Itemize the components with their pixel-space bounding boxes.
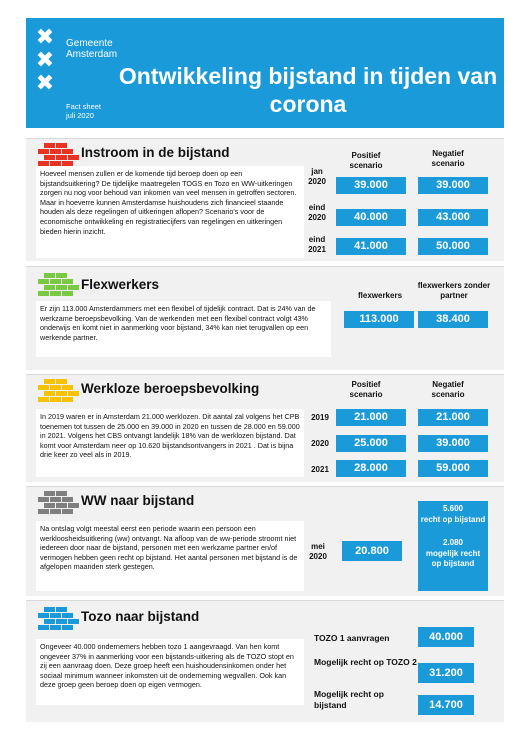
value-box: 113.000	[344, 311, 414, 328]
brick	[68, 503, 79, 508]
column-header-flexwerkers: flexwerkers	[357, 291, 403, 300]
value-box: 21.000	[336, 409, 406, 426]
row-label: 2020	[311, 439, 329, 448]
brick	[44, 379, 55, 384]
brick	[44, 619, 55, 624]
document-type	[66, 102, 101, 120]
mogelijk-label: mogelijk recht op bijstand	[425, 549, 481, 568]
brick	[56, 379, 67, 384]
section-text: Hoeveel mensen zullen er de komende tijd beroep doen op een bijstandsuitkering? De tijdelijke maatregelen TOGS en Tozo en WW-uitkeringen zorgen nu nog voor behoud van inkomen van veel mensen in getroffen sectoren. Maar in hoeverre kunnen Amsterdamse huishoudens zich financieel staande houden als deze regelingen of uitkeringen aflopen? Scenario's voor de economische ontwikkeling en registratiecijfers van regelingen en uitkeringen bieden hierin inzicht.	[36, 166, 304, 258]
brick	[56, 619, 67, 624]
section-title: WW naar bijstand	[81, 493, 195, 508]
row-label: 2021	[311, 465, 329, 474]
column-header-positief: Positief scenario	[349, 151, 383, 170]
tozo-row-label: Mogelijk recht op TOZO 2	[314, 657, 417, 667]
row-label: mei 2020	[309, 542, 327, 561]
brick	[38, 397, 49, 402]
row-label: eind 2021	[308, 235, 326, 254]
value-box: 25.000	[336, 435, 406, 452]
doc-type-label: Fact sheet	[66, 102, 102, 111]
brick	[38, 279, 49, 284]
brick	[62, 497, 73, 502]
brick	[38, 625, 49, 630]
brick	[68, 155, 79, 160]
brick	[38, 385, 49, 390]
brick	[50, 385, 61, 390]
column-header-zonder-partner: flexwerkers zonder partner	[417, 281, 491, 300]
section-title: Instroom in de bijstand	[81, 145, 230, 160]
doc-date: juli 2020	[66, 111, 94, 120]
section-text: Ongeveer 40.000 ondernemers hebben tozo 1 aangevraagd. Van hen komt ongeveer 37% in aanmerking voor een bijstands-uitkering als de TOZO stopt en zij een aanvraag doen. Deze groep heeft een huishoudensinkomen onder het sociaal minimum wanneer inkomsten uit de onderneming wegvallen. Ook kan deze groep geen beroep doen op eigen vermogen.	[36, 639, 304, 705]
brick	[44, 273, 55, 278]
brick	[44, 503, 55, 508]
brick	[44, 285, 55, 290]
brick	[50, 509, 61, 514]
section-text: Er zijn 113.000 Amsterdammers met een flexibel of tijdelijk contract. Dat is 24% van de werkzame beroepsbevolking. Van de werkenden met een flexibel contract volgt 43% onderwijs en komt niet in aanmerking voor bijstand, 34% kan niet terugvallen op een werkende partner.	[36, 301, 331, 357]
brick	[68, 391, 79, 396]
recht-value: 5.600	[442, 504, 464, 513]
brick	[62, 625, 73, 630]
value-box: 59.000	[418, 460, 488, 477]
brick	[50, 397, 61, 402]
brick	[44, 143, 55, 148]
brick	[62, 291, 73, 296]
value-box: 50.000	[418, 238, 488, 255]
row-label: eind 2020	[308, 203, 326, 222]
tozo-row-label: Mogelijk recht op bijstand	[314, 689, 384, 710]
header-banner	[26, 18, 504, 128]
brick	[62, 509, 73, 514]
tozo-row-label: TOZO 1 aanvragen	[314, 633, 390, 643]
brick	[56, 155, 67, 160]
brick	[56, 607, 67, 612]
value-box: 38.400	[418, 311, 488, 328]
brick	[44, 391, 55, 396]
brick	[44, 607, 55, 612]
column-header-negatief: Negatief scenario	[431, 149, 465, 168]
section-ww-naar-bijstand	[26, 486, 504, 596]
brick	[38, 497, 49, 502]
brick	[50, 149, 61, 154]
section-text: Na ontslag volgt meestal eerst een periode waarin een persoon een werkloosheidsuitkering (ww) ontvangt. Na afloop van de ww-periode stroomt niet iedereen door naar de bijstand, personen met een werkzame partner en/of vermogen hebben geen recht op bijstand. Het aantal personen met bijstand is de afgelopen maanden sterk gestegen.	[36, 521, 304, 591]
cross-icon: ✖	[35, 48, 55, 73]
brick	[62, 149, 73, 154]
brick	[38, 291, 49, 296]
section-title: Flexwerkers	[81, 277, 160, 292]
row-label: jan 2020	[308, 167, 326, 186]
value-box: 39.000	[418, 177, 488, 194]
section-werkloze-beroepsbevolking	[26, 374, 504, 482]
brick	[38, 509, 49, 514]
value-box: 40.000	[418, 627, 474, 647]
section-flexwerkers	[26, 266, 504, 370]
brick	[68, 619, 79, 624]
brick	[44, 155, 55, 160]
brick	[62, 397, 73, 402]
brick-icon	[38, 379, 74, 401]
value-box: 31.200	[418, 663, 474, 683]
brick	[38, 613, 49, 618]
value-box: 14.700	[418, 695, 474, 715]
brick-icon	[38, 143, 74, 165]
cross-icon: ✖	[35, 25, 55, 50]
brick-icon	[38, 273, 74, 295]
column-header-negatief: Negatief scenario	[431, 380, 465, 399]
brick	[62, 279, 73, 284]
section-title: Werkloze beroepsbevolking	[81, 381, 260, 396]
column-header-positief: Positief scenario	[349, 380, 383, 399]
page-title: Ontwikkeling bijstand in tijden van corona	[118, 63, 498, 117]
cross-icon: ✖	[35, 71, 55, 96]
ww-breakdown-box	[418, 501, 488, 591]
org-line-2: Amsterdam	[66, 49, 118, 60]
amsterdam-logo	[34, 26, 56, 95]
brick-icon	[38, 607, 74, 629]
brick	[56, 285, 67, 290]
brick	[50, 497, 61, 502]
value-box: 20.800	[342, 541, 402, 561]
section-tozo-naar-bijstand	[26, 600, 504, 722]
brick	[50, 291, 61, 296]
brick	[38, 149, 49, 154]
brick	[50, 279, 61, 284]
org-line-1: Gemeente	[66, 38, 113, 49]
organization-name	[66, 38, 117, 60]
brick	[56, 491, 67, 496]
brick	[68, 285, 79, 290]
section-instroom	[26, 138, 504, 261]
value-box: 40.000	[336, 209, 406, 226]
value-box: 39.000	[418, 435, 488, 452]
row-label: 2019	[311, 413, 329, 422]
value-box: 41.000	[336, 238, 406, 255]
value-box: 21.000	[418, 409, 488, 426]
brick	[62, 613, 73, 618]
value-box: 28.000	[336, 460, 406, 477]
brick-icon	[38, 491, 74, 513]
recht-label: recht op bijstand	[420, 515, 486, 524]
brick	[56, 503, 67, 508]
brick	[50, 625, 61, 630]
brick	[56, 273, 67, 278]
value-box: 39.000	[336, 177, 406, 194]
section-title: Tozo naar bijstand	[81, 609, 200, 624]
section-text: In 2019 waren er in Amsterdam 21.000 werklozen. Dit aantal zal volgens het CPB toenemen tot tussen de 25.000 en 39.000 in 2020 en tussen de 28.000 en 59.000 in 2021. Volgens het CBS ontvangt landelijk 18% van de werklozen bijstand. Dat komt voor Amsterdam neer op 10.620 bijstandsontvangers in 2021 . Dat is bijna drie keer zo veel als in 2019.	[36, 409, 304, 477]
brick	[50, 613, 61, 618]
mogelijk-value: 2.080	[442, 538, 464, 547]
brick	[56, 391, 67, 396]
brick	[56, 143, 67, 148]
value-box: 43.000	[418, 209, 488, 226]
brick	[44, 491, 55, 496]
brick	[62, 385, 73, 390]
